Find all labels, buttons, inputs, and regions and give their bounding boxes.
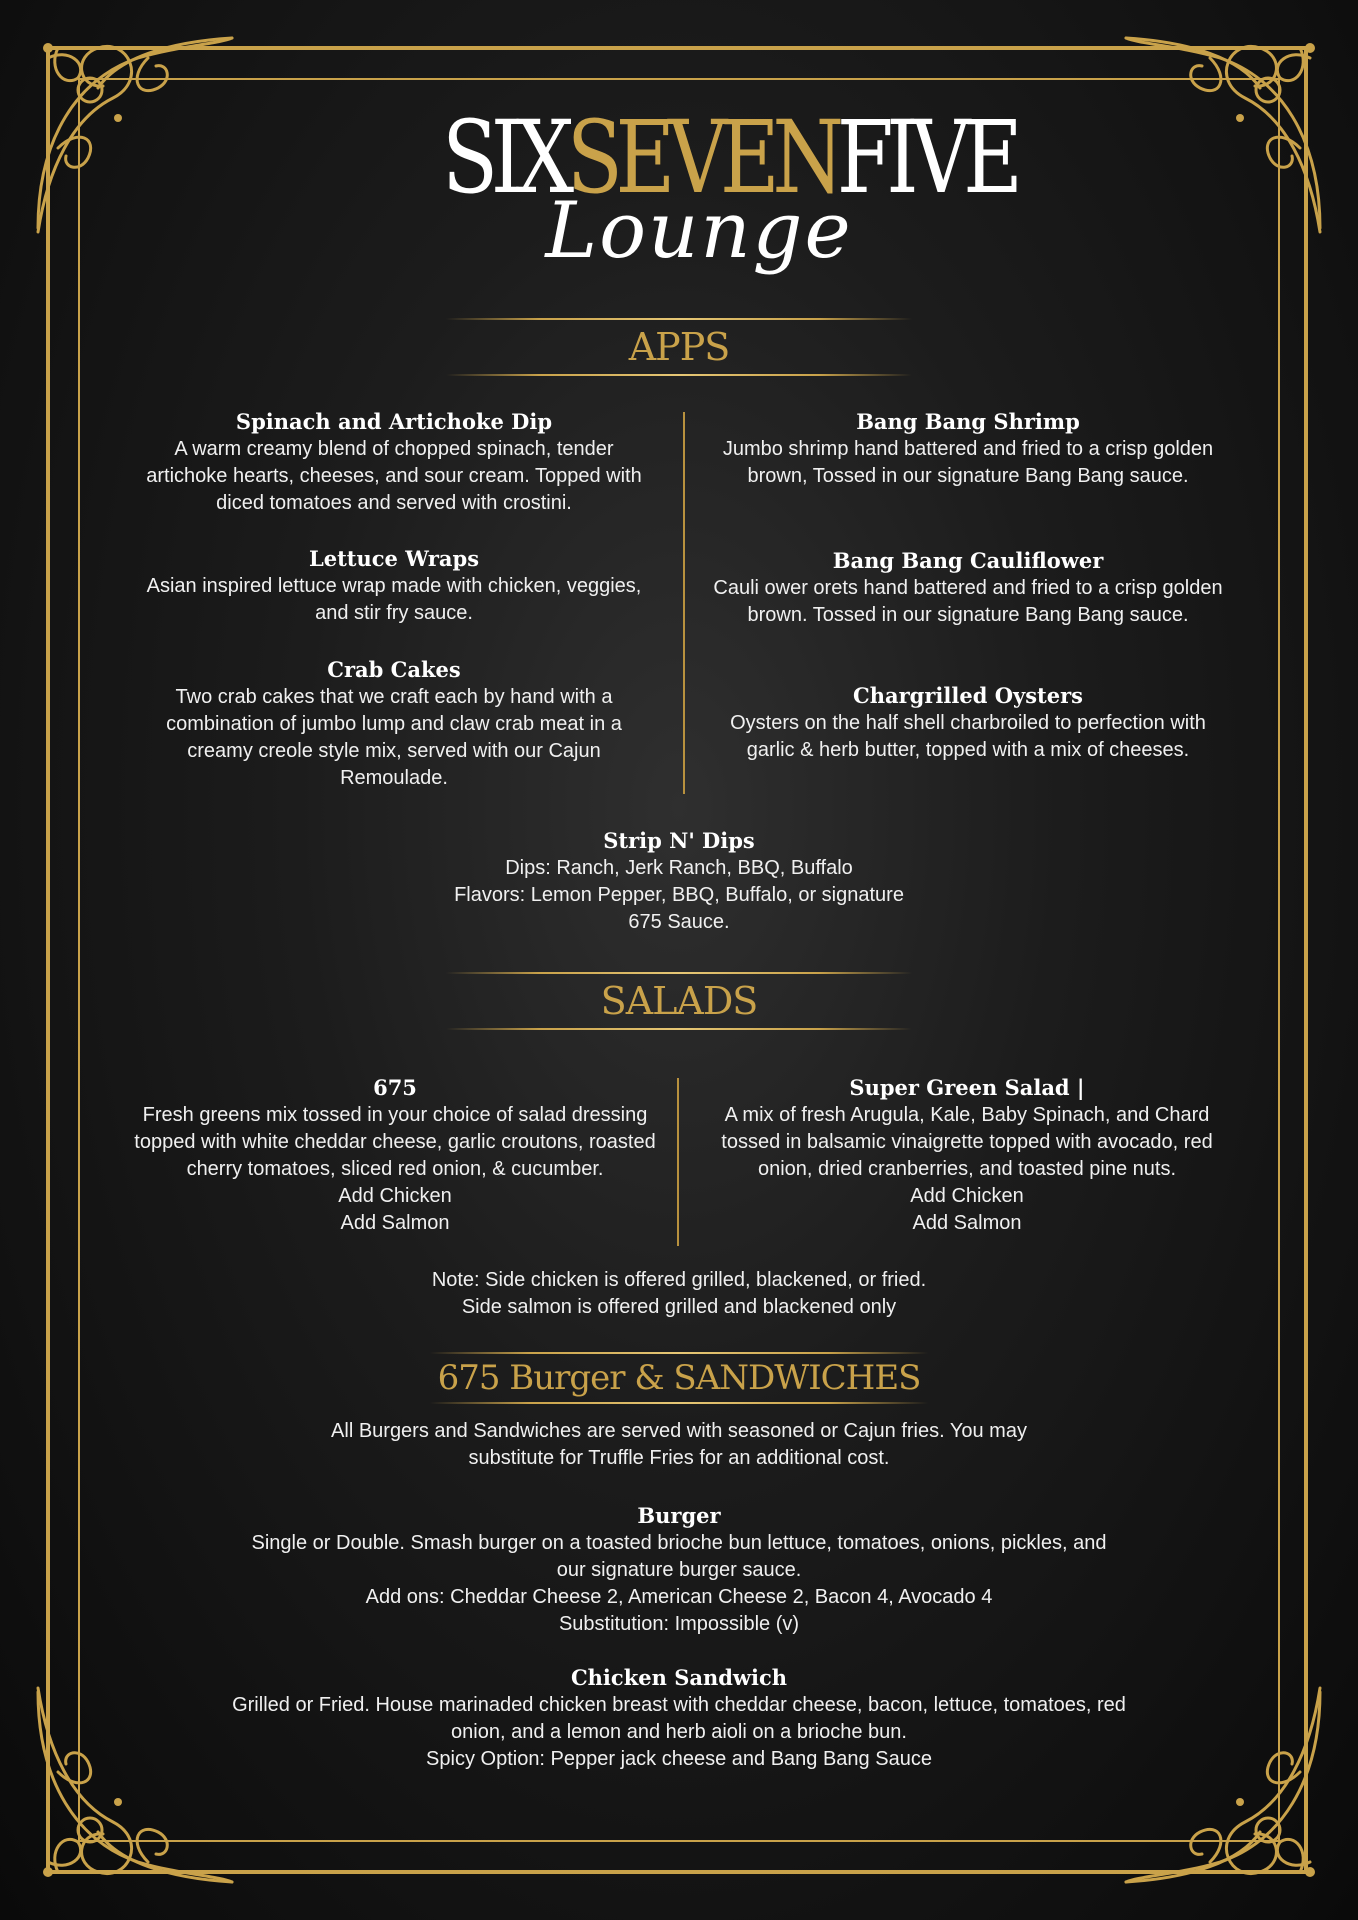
menu-item bbox=[222, 1664, 1136, 1773]
menu-item-name: Chicken Sandwich bbox=[570, 1665, 788, 1690]
menu-item-description: 675 Sauce. bbox=[628, 911, 730, 933]
corner-flourish-icon bbox=[1110, 1672, 1340, 1902]
menu-item-addon: Add Salmon bbox=[912, 1212, 1022, 1234]
corner-flourish-icon bbox=[18, 18, 248, 248]
menu-item-addon: Add Salmon bbox=[340, 1212, 450, 1234]
section-rule bbox=[446, 1028, 912, 1030]
menu-item-description: Dips: Ranch, Jerk Ranch, BBQ, Buffalo bbox=[505, 857, 853, 879]
section-rule bbox=[446, 318, 912, 320]
menu-item bbox=[380, 827, 978, 936]
menu-item-description: Flavors: Lemon Pepper, BBQ, Buffalo, or signature bbox=[454, 884, 904, 906]
burgers-intro bbox=[300, 1418, 1058, 1472]
note-line: Side salmon is offered grilled and blackened only bbox=[461, 1296, 897, 1318]
menu-item bbox=[230, 1502, 1128, 1638]
corner-flourish-icon bbox=[1110, 18, 1340, 248]
brand-logo bbox=[379, 99, 1016, 298]
burgers-section-header bbox=[430, 1352, 928, 1404]
intro-text: All Burgers and Sandwiches are served with seasoned or Cajun fries. You may substitute for Truffle Fries for an additional cost. bbox=[331, 1420, 1027, 1469]
menu-item-description: A mix of fresh Arugula, Kale, Baby Spinach, and Chard tossed in balsamic vinaigrette topped with avocado, red onion, dried cranberries, and toasted pine nuts. bbox=[721, 1104, 1213, 1180]
menu-item-description: A warm creamy blend of chopped spinach, tender artichoke hearts, cheeses, and sour cream. Topped with diced tomatoes and served with crostini. bbox=[146, 438, 642, 514]
menu-item-description: Oysters on the half shell charbroiled to perfection with garlic & herb butter, topped with a mix of cheeses. bbox=[730, 712, 1206, 761]
menu-item-addon: Add Chicken bbox=[338, 1185, 452, 1207]
apps-section-header bbox=[446, 318, 912, 376]
corner-flourish-icon bbox=[18, 1672, 248, 1902]
logo-word-six: SIX bbox=[441, 99, 567, 216]
logo-word-lounge: Lounge bbox=[545, 186, 853, 276]
logo-word-five: FIVE bbox=[836, 99, 1016, 216]
section-rule bbox=[430, 1352, 928, 1354]
section-rule bbox=[446, 374, 912, 376]
menu-item bbox=[138, 408, 650, 517]
menu-item-name: Strip N' Dips bbox=[603, 828, 755, 853]
menu-item-name: Super Green Salad | bbox=[849, 1075, 1085, 1100]
menu-item bbox=[712, 682, 1224, 764]
column-divider bbox=[677, 1078, 679, 1246]
section-rule bbox=[446, 972, 912, 974]
menu-item-name: Chargrilled Oysters bbox=[853, 683, 1083, 708]
column-divider bbox=[683, 412, 685, 794]
logo-word-seven: SEVEN bbox=[566, 99, 837, 216]
menu-item bbox=[128, 1074, 662, 1237]
menu-item-name: Bang Bang Shrimp bbox=[856, 409, 1080, 434]
menu-item-description: Jumbo shrimp hand battered and fried to a crisp golden brown, Tossed in our signature Bang Bang sauce. bbox=[722, 438, 1214, 487]
note-line: Note: Side chicken is offered grilled, blackened, or fried. bbox=[431, 1269, 927, 1291]
menu-item-description: Asian inspired lettuce wrap made with chicken, veggies, and stir fry sauce. bbox=[146, 575, 642, 624]
menu-item-description: Grilled or Fried. House marinaded chicken breast with cheddar cheese, bacon, lettuce, tomatoes, red onion, and a lemon and herb aioli on a brioche bun. bbox=[232, 1694, 1126, 1743]
menu-item-addon: Substitution: Impossible (v) bbox=[558, 1613, 800, 1635]
menu-item-addon: Spicy Option: Pepper jack cheese and Bang Bang Sauce bbox=[426, 1748, 932, 1770]
menu-item bbox=[712, 408, 1224, 490]
menu-item-name: Burger bbox=[637, 1503, 721, 1528]
section-rule bbox=[430, 1402, 928, 1404]
menu-item bbox=[712, 547, 1224, 629]
salads-section-title: SALADS bbox=[600, 979, 758, 1023]
menu-item bbox=[138, 656, 650, 792]
menu-item-name: 675 bbox=[373, 1075, 417, 1100]
menu-item bbox=[138, 545, 650, 627]
menu-item-addon: Add Chicken bbox=[910, 1185, 1024, 1207]
menu-item-name: Crab Cakes bbox=[327, 657, 461, 682]
menu-item-addon: Add ons: Cheddar Cheese 2, American Cheese 2, Bacon 4, Avocado 4 bbox=[365, 1586, 993, 1608]
menu-item-name: Bang Bang Cauliflower bbox=[832, 548, 1104, 573]
menu-item-description: Two crab cakes that we craft each by hand with a combination of jumbo lump and claw crab meat in a creamy creole style mix, served with our Cajun Remoulade. bbox=[166, 686, 622, 789]
apps-section-title: APPS bbox=[628, 325, 730, 369]
salads-section-header bbox=[446, 972, 912, 1030]
menu-item bbox=[701, 1074, 1233, 1237]
menu-item-name: Lettuce Wraps bbox=[308, 546, 480, 571]
menu-item-description: Single or Double. Smash burger on a toasted brioche bun lettuce, tomatoes, onions, pickles, and our signature burger sauce. bbox=[251, 1532, 1107, 1581]
menu-item-description: Cauli ower orets hand battered and fried to a crisp golden brown. Tossed in our signature Bang Bang sauce. bbox=[713, 577, 1223, 626]
burgers-section-title: 675 Burger & SANDWICHES bbox=[437, 1358, 921, 1398]
salad-note bbox=[230, 1267, 1128, 1321]
menu-item-name: Spinach and Artichoke Dip bbox=[235, 409, 553, 434]
menu-item-description: Fresh greens mix tossed in your choice of salad dressing topped with white cheddar cheese, garlic croutons, roasted cherry tomatoes, sliced red onion, & cucumber. bbox=[134, 1104, 656, 1180]
